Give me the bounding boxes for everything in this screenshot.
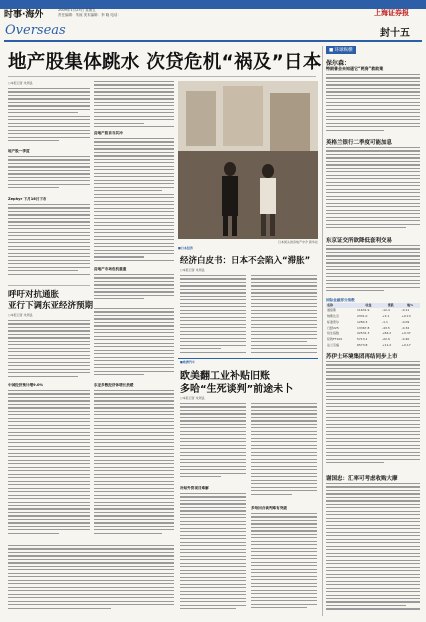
market-col-name: 名称 [327,302,334,307]
lead-sub2: 房地产股首当其冲 [94,131,123,135]
left-story-byline: ○本报记者 朱周良 [8,313,33,317]
editor-line: 责任编辑：朱琼 美术编辑：李 晓 电话： [58,13,121,17]
market-cell: 标准普尔 [327,319,340,324]
bottom-headline-2: 多哈“生死谈判”前途未卜 [180,384,294,395]
market-cell: +0.37 [401,331,411,336]
sidebar-item5-body [326,483,420,615]
left-story-body2 [8,390,90,540]
left-story-body1 [8,320,90,382]
sidebar-item1-title: 保尔森： [326,60,351,67]
market-cell: -0.09 [401,319,410,324]
sidebar-item4-title: 苏伊士环境集团再结同步上市 [326,354,398,360]
market-cell: 伦敦FT100 [327,337,343,342]
left-story-sub1: 中国经济预计增9.0% [8,383,44,387]
paper-name: 上海证券报 [374,9,409,17]
bottom-headline-1: 欧美翻工业补贴旧账 [180,371,270,382]
market-cell: -0.40 [401,337,410,342]
market-cell: 日经225 [327,325,339,330]
street-scene-image [178,81,318,239]
market-cell: -1.1 [382,319,388,324]
page-number: 封十五 [380,28,410,39]
second-tag: ■日本经济 [178,246,193,250]
section-title: 时事·海外 [4,10,44,20]
market-cell: -0.11 [401,308,410,313]
lead-col2-body [94,81,174,131]
photo-caption: 日本街头的房地产中介 新华社 [278,240,318,244]
left-story-rule [8,285,90,286]
market-col-change: 涨跌 [387,302,394,307]
market-cell: +11.2 [382,343,392,348]
overseas-label: Overseas [5,23,66,38]
market-cell: +0.17 [401,343,411,348]
bottom-tag: ■欧洲汽车 [180,360,195,364]
market-cell: 13367.8 [356,325,370,330]
lead-sub-zephyr: Zephyr 下月16日下市 [8,197,47,201]
sidebar-divider [322,46,323,616]
left-story-col1-tail [8,545,174,615]
market-cell: +84.2 [382,331,392,336]
lead-col2-body2 [94,138,174,266]
market-cell: 6573.8 [356,343,368,348]
bottom-sub1: 补贴外资项目难解 [180,486,209,490]
left-story-headline-2: 亚行下调东亚经济预期 [8,301,94,311]
market-cell: -43.5 [382,325,390,330]
sidebar-item5-title: 谢国忠：汇率可考虑收购大摩 [326,476,398,482]
market-cell: -22.9 [382,337,390,342]
market-cell: 1284.3 [356,319,368,324]
second-body-left [180,275,246,357]
left-story-col2 [94,308,174,380]
lead-col1-body [8,88,90,148]
market-cell: 5713.1 [356,337,368,342]
lead-photo [178,81,318,239]
sidebar-item2-title: 英格兰银行二季度可能加息 [326,140,393,146]
market-table-caption: 国际金融部分指数 [326,298,355,302]
lead-headline: 地产股集体跳水 次贷危机“祸及”日本 [8,52,322,73]
bottom-col1-b [180,493,246,615]
market-cell: 法兰克福 [327,343,340,348]
lead-sub1: 地产股一季度 [8,149,30,153]
sidebar-tag: ■ 环球纵横 [326,46,356,54]
market-cell: +0.13 [401,314,411,319]
date-line: 2009年1月23日 星期五 [58,8,96,12]
bottom-col2 [251,403,317,503]
sidebar-item4-body [326,361,420,469]
market-table-wrap [326,298,420,349]
left-story-col2-b [94,390,174,540]
market-cell: 纳斯达克 [327,314,340,319]
masthead-rule [4,40,422,42]
sidebar-item2-body [326,147,420,231]
bottom-sub2: 多哈回合谈判难有突破 [251,506,287,510]
bottom-byline: ○本报记者 朱周良 [180,396,205,400]
sidebar-item3-body [326,245,420,295]
market-cell: 2331.0 [356,314,368,319]
lead-rule [8,76,316,77]
lead-sub3: 房地产市场危机重重 [94,267,127,271]
lead-byline: ○本报记者 朱周良 [8,81,33,85]
market-col-close: 收盘 [365,302,372,307]
left-story-sub2: 东亚多数经济体增长放缓 [94,383,134,387]
left-story-headline-1: 呼吁对抗通胀 [8,290,60,300]
bottom-col1 [180,403,246,483]
second-body-right [251,275,317,357]
market-col-pct: 幅% [407,302,414,307]
second-byline: ○本报记者 朱周良 [180,268,205,272]
market-cell: 恒生指数 [327,331,340,336]
sidebar-item3-title: 东京证交所欲降低套利交易 [326,238,393,244]
sidebar-item1-sub: 特朗普会未知道它“两房”救助案 [326,66,384,71]
market-cell: +3.1 [382,314,390,319]
market-cell: 道琼斯 [327,308,337,313]
market-cell: 22531.3 [356,331,370,336]
bottom-story-rule [178,358,318,359]
market-cell: 11631.9 [356,308,370,313]
market-cell: -0.32 [401,325,410,330]
table-row [326,343,420,349]
lead-col1-body3 [8,204,90,280]
market-cell: -12.4 [382,308,390,313]
lead-col1-body2 [8,156,90,196]
market-table [326,303,420,349]
second-headline: 经济白皮书：日本不会陷入“滞胀” [180,256,311,266]
bottom-col2-b [251,513,317,615]
sidebar-item1-body [326,74,420,134]
